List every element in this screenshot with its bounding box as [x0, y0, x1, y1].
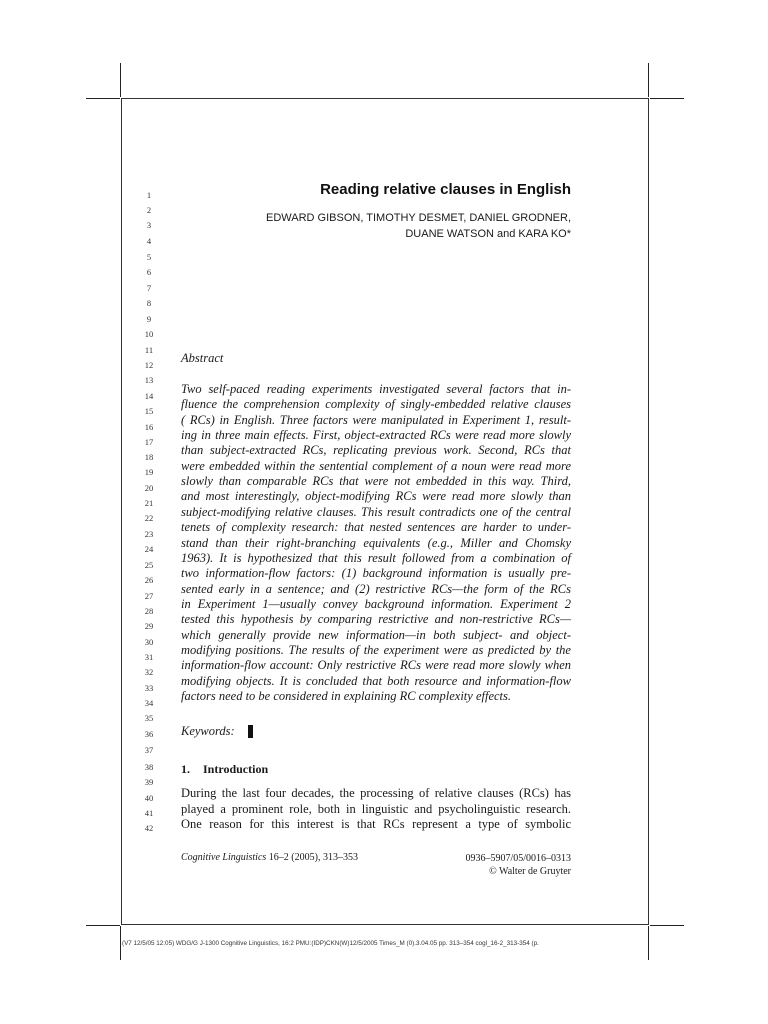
section-title: Introduction [203, 762, 269, 776]
line-number: 26 [144, 575, 154, 585]
line-number: 37 [144, 745, 154, 755]
crop-mark-top-left-vertical [120, 63, 121, 97]
abstract-line: information-flow account: Only restrictive RCs were read more slowly when [181, 658, 571, 673]
line-number: 19 [144, 467, 154, 477]
crop-mark-top-right-vertical [648, 63, 649, 97]
abstract-line: tested this hypothesis by comparing restrictive and non-restrictive RCs— [181, 612, 571, 627]
line-number: 20 [144, 483, 154, 493]
issn-block [465, 852, 571, 878]
abstract-line: ( RCs) in English. Three factors were manipulated in Experiment 1, result- [181, 412, 571, 427]
abstract-line: factors need to be considered in explaining RC complexity effects. [181, 689, 511, 703]
crop-mark-bottom-right-horizontal [650, 925, 684, 926]
crop-mark-top-right-horizontal [650, 98, 684, 99]
crop-mark-bottom-left-horizontal [86, 925, 120, 926]
line-number: 9 [146, 314, 152, 324]
line-number: 11 [144, 345, 154, 355]
line-number: 3 [146, 220, 152, 230]
line-number: 13 [144, 375, 154, 385]
line-number: 33 [144, 683, 154, 693]
line-number: 5 [146, 252, 152, 262]
abstract-line: which generally provide new information—in both subject- and object- [181, 627, 571, 642]
abstract-line: 1963). It is hypothesized that this result followed from a combination of [181, 550, 571, 565]
line-number: 14 [144, 391, 154, 401]
line-number: 30 [144, 637, 154, 647]
author-list [266, 210, 571, 242]
line-number: 29 [144, 621, 154, 631]
line-number: 16 [144, 422, 154, 432]
line-number: 41 [144, 808, 154, 818]
abstract-line: and most interestingly, object-modifying RCs were read more slowly than [181, 489, 571, 504]
line-number: 34 [144, 698, 154, 708]
abstract-line: Two self-paced reading experiments investigated several factors that in- [181, 382, 571, 396]
abstract-line: subject-modifying relative clauses. This result contradicts one of the central [181, 504, 571, 519]
section-heading [181, 762, 268, 777]
abstract-line: tenets of complexity research: that nested sentences are harder to under- [181, 520, 571, 535]
author-line: EDWARD GIBSON, TIMOTHY DESMET, DANIEL GRODNER, [266, 212, 571, 224]
line-number: 40 [144, 793, 154, 803]
line-number: 6 [146, 267, 152, 277]
line-number: 35 [144, 713, 154, 723]
body-text-line: During the last four decades, the processing of relative clauses (RCs) has [181, 786, 571, 800]
abstract-line: were embedded within the sentential complement of a noun were read more [181, 458, 571, 473]
copyright: © Walter de Gruyter [489, 866, 571, 877]
line-number: 24 [144, 544, 154, 554]
abstract-line: stand than their right-branching equivalents (e.g., Miller and Chomsky [181, 535, 571, 550]
printer-slug: (V7 12/5/05 12:05) WDG/G J-1300 Cognitive Linguistics, 16:2 PMU:(IDP)CKN(W)12/5/2005 Times_M (0).3.04.05 pp. 313–354 cogl_16-2_313-354 (p. [122, 940, 539, 947]
line-number: 32 [144, 667, 154, 677]
abstract-line: ing in three main effects. First, object-extracted RCs were read more slowly [181, 428, 571, 443]
line-number: 22 [144, 513, 154, 523]
line-number: 39 [144, 777, 154, 787]
abstract-heading: Abstract [181, 351, 224, 365]
keywords-placeholder-mark [248, 725, 253, 738]
line-number: 28 [144, 606, 154, 616]
line-number: 12 [144, 360, 154, 370]
keywords-label: Keywords: [181, 724, 235, 738]
line-number: 25 [144, 560, 154, 570]
line-number: 8 [146, 298, 152, 308]
abstract-line: sented early in a sentence; and (2) restrictive RCs—the form of the RCs [181, 581, 571, 596]
abstract-line: in Experiment 1—usually convey background information. Experiment 2 [181, 596, 571, 611]
abstract-line: modifying objects. It is concluded that both resource and information-flow [181, 673, 571, 688]
journal-citation [181, 852, 358, 863]
body-text-line: One reason for this interest is that RCs represent a type of symbolic [181, 817, 571, 831]
abstract-line: fluence the comprehension complexity of singly-embedded relative clauses [181, 397, 571, 412]
abstract-line: slowly than comparable RCs that were not embedded in this way. Third, [181, 474, 571, 489]
journal-volume: 16–2 (2005), 313–353 [268, 852, 358, 863]
author-line: DUANE WATSON and KARA KO* [405, 228, 571, 240]
line-number: 31 [144, 652, 154, 662]
crop-mark-bottom-left-vertical [120, 926, 121, 960]
line-number: 27 [144, 591, 154, 601]
crop-mark-top-left-horizontal [86, 98, 120, 99]
line-number: 18 [144, 452, 154, 462]
line-number: 10 [144, 329, 154, 339]
issn: 0936–5907/05/0016–0313 [465, 853, 571, 864]
line-number: 17 [144, 437, 154, 447]
abstract-line: modifying positions. The results of the experiment were as predicted by the [181, 642, 571, 657]
line-number: 2 [146, 205, 152, 215]
line-number: 7 [146, 283, 152, 293]
line-number: 23 [144, 529, 154, 539]
line-number: 15 [144, 406, 154, 416]
abstract-line: than subject-extracted RCs, replicating previous work. Second, RCs that [181, 443, 571, 458]
line-number: 21 [144, 498, 154, 508]
paper-title: Reading relative clauses in English [320, 181, 571, 198]
line-number: 4 [146, 236, 152, 246]
body-text-line: played a prominent role, both in linguistic and psycholinguistic research. [181, 801, 571, 816]
crop-mark-bottom-right-vertical [648, 926, 649, 960]
line-number: 38 [144, 762, 154, 772]
line-number: 36 [144, 729, 154, 739]
line-number: 1 [146, 190, 152, 200]
journal-name: Cognitive Linguistics [181, 852, 267, 863]
section-number: 1. [181, 762, 190, 776]
line-number: 42 [144, 823, 154, 833]
abstract-line: two information-flow factors: (1) background information is usually pre- [181, 566, 571, 581]
